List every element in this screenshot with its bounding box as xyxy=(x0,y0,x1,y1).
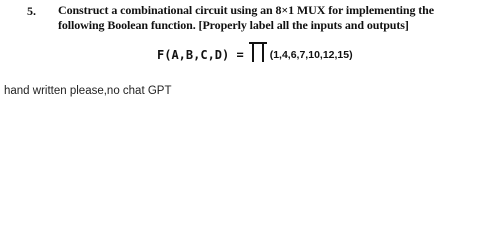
question-number: 5. xyxy=(27,4,36,18)
question-text xyxy=(58,3,498,33)
product-pi-icon xyxy=(248,41,268,68)
equation-lhs: F(A,B,C,D) = xyxy=(157,47,244,62)
question-line-2: following Boolean function. [Properly label all the inputs and outputs] xyxy=(58,18,409,32)
boolean-equation xyxy=(157,41,353,68)
equation-rhs: (1,4,6,7,10,12,15) xyxy=(269,48,353,61)
question-line-1: Construct a combinational circuit using an 8×1 MUX for implementing the xyxy=(58,3,434,17)
request-note: hand written please,no chat GPT xyxy=(4,85,172,97)
